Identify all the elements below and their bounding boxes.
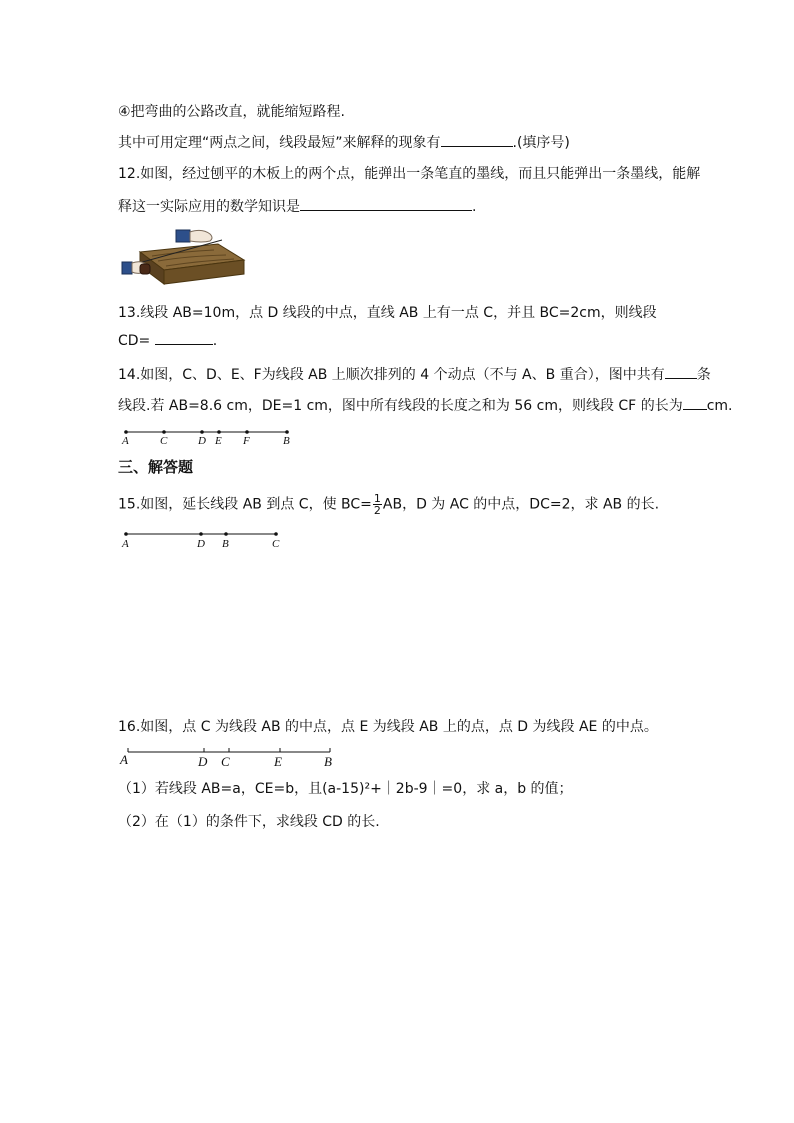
q14-line-1 <box>118 364 711 385</box>
q14-point-b <box>285 430 289 434</box>
q16-sub-question-2: （2）在（1）的条件下，求线段 CD 的长. <box>118 814 380 830</box>
q12-answer-blank[interactable] <box>300 196 472 211</box>
q14-answer-blank-1[interactable] <box>665 364 697 379</box>
q15-label-c: C <box>272 538 280 550</box>
q14-label-d: D <box>198 435 206 446</box>
q16-label-c: C <box>221 754 230 769</box>
wood-board-illustration <box>118 226 248 288</box>
q11-prompt <box>118 132 570 153</box>
q14-answer-blank-2[interactable] <box>683 395 707 410</box>
q15-fraction <box>373 493 382 516</box>
q15-label-a: A <box>122 538 129 550</box>
q15-segment-figure <box>116 526 286 550</box>
q16-label-b: B <box>324 754 332 769</box>
q14-prompt-text-2: 线段.若 AB=8.6 cm，DE=1 cm，图中所有线段的长度之和为 56 cm，则线段 CF 的长为 <box>118 398 683 414</box>
q14-point-a <box>124 430 128 434</box>
q14-label-c: C <box>160 435 168 446</box>
q14-label-e: E <box>215 435 222 446</box>
q15-frac-numerator: 1 <box>373 492 381 505</box>
q11-answer-blank[interactable] <box>441 132 513 147</box>
q11-item-4: ④把弯曲的公路改直，就能缩短路程. <box>118 104 346 120</box>
q14-point-c <box>162 430 166 434</box>
q14-segment-figure <box>116 424 296 446</box>
q14-label-f: F <box>243 435 250 446</box>
q13-prompt-text: CD= <box>118 333 155 349</box>
q15-frac-denominator: 2 <box>373 504 381 517</box>
q11-prompt-text: 其中可用定理“两点之间，线段最短”来解释的现象有 <box>118 135 441 151</box>
q13-line-2 <box>118 330 217 351</box>
q14-line-2 <box>118 395 733 416</box>
q14-prompt-tail-2: cm. <box>706 398 733 414</box>
q15-label-d: D <box>197 538 205 550</box>
q15-point-b <box>224 532 228 536</box>
q14-label-a: A <box>122 435 129 446</box>
q14-point-f <box>245 430 249 434</box>
q16-segment-figure <box>116 744 340 770</box>
q15-point-d <box>199 532 203 536</box>
q16-sub-question-1: （1）若线段 AB=a，CE=b，且(a-15)²+｜2b-9｜=0，求 a，b 的值； <box>118 781 573 797</box>
q13-answer-blank[interactable] <box>155 330 213 345</box>
q16-label-e: E <box>274 754 282 769</box>
section-heading: 三、解答题 <box>118 458 194 476</box>
q14-point-d <box>200 430 204 434</box>
q15-label-b: B <box>222 538 229 550</box>
q12-prompt-text: 释这一实际应用的数学知识是 <box>118 199 300 215</box>
q13-line-1: 13.线段 AB=10m，点 D 线段的中点，直线 AB 上有一点 C，并且 BC=2cm，则线段 <box>118 305 657 321</box>
q14-prompt-text: 14.如图，C、D、E、F为线段 AB 上顺次排列的 4 个动点（不与 A、B 重合），图中共有 <box>118 367 665 383</box>
q15-text-b: AB，D 为 AC 的中点，DC=2，求 AB 的长. <box>382 496 660 513</box>
q12-prompt-tail: . <box>472 199 477 215</box>
q14-point-e <box>217 430 221 434</box>
q13-prompt-tail: . <box>212 333 218 349</box>
q15-text-a: 15.如图，延长线段 AB 到点 C，使 BC= <box>118 496 372 513</box>
q16-label-d: D <box>198 754 208 769</box>
q12-line-2 <box>118 196 476 217</box>
q16-label-a: A <box>120 752 128 767</box>
q15-point-a <box>124 532 128 536</box>
q11-prompt-tail: .(填序号) <box>512 135 570 151</box>
q14-prompt-tail: 条 <box>696 367 711 383</box>
q16-line-1: 16.如图，点 C 为线段 AB 的中点，点 E 为线段 AB 上的点，点 D 为线段 AE 的中点。 <box>118 719 658 735</box>
q14-label-b: B <box>283 435 290 446</box>
q15-line <box>118 493 659 516</box>
q15-point-c <box>274 532 278 536</box>
q12-line-1: 12.如图，经过刨平的木板上的两个点，能弹出一条笔直的墨线，而且只能弹出一条墨线，能解 <box>118 166 701 182</box>
